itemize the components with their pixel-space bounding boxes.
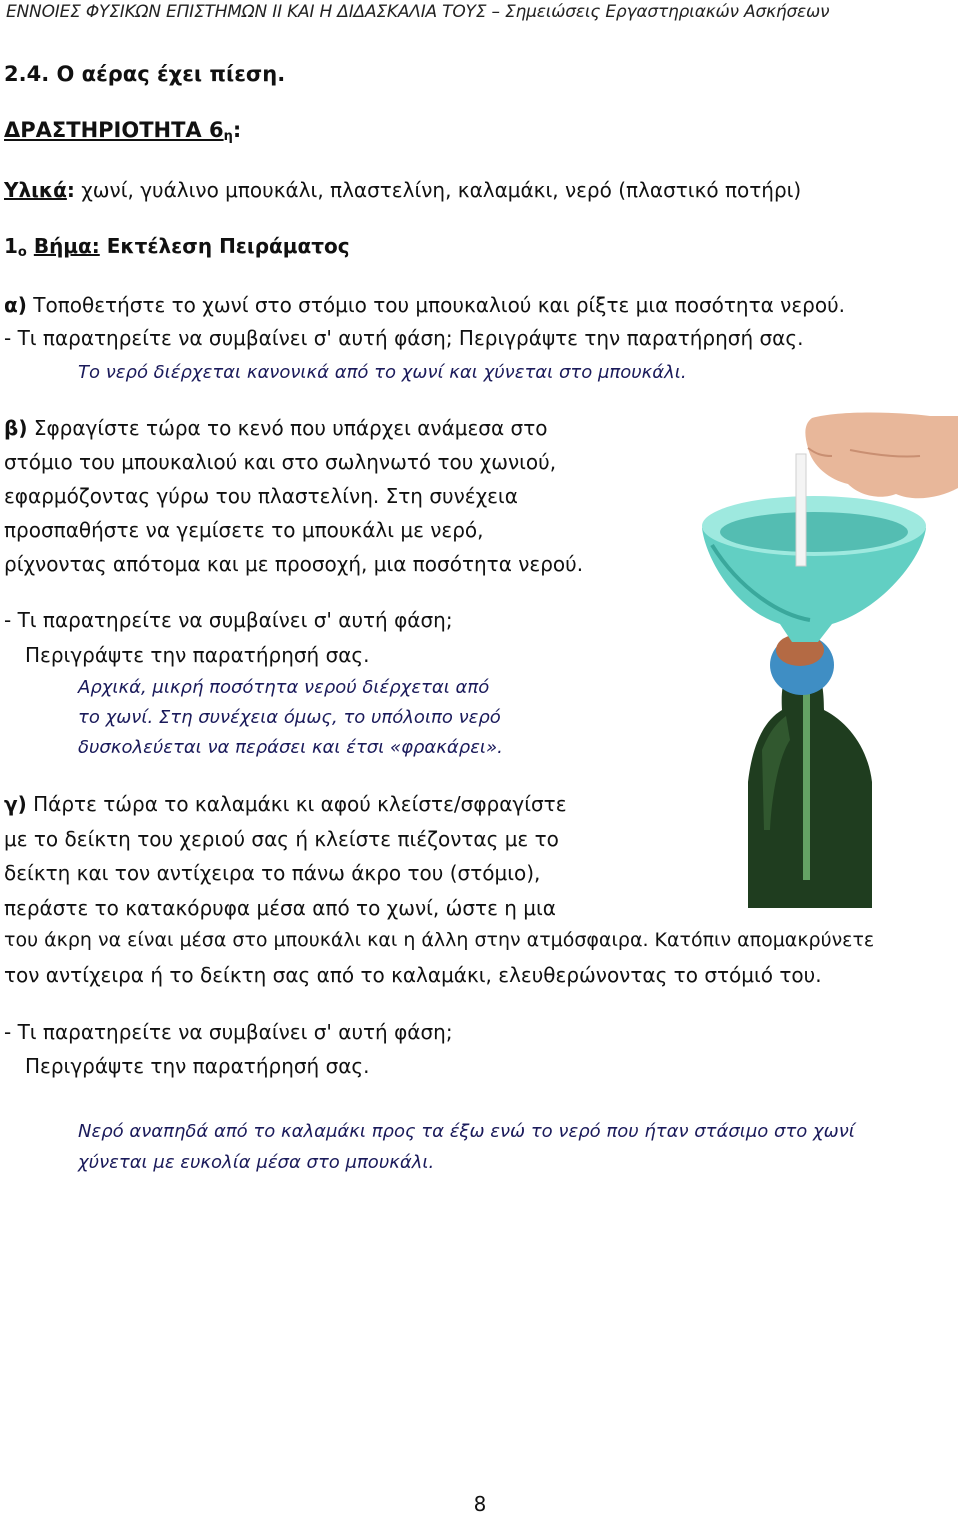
page-header: ΕΝΝΟΙΕΣ ΦΥΣΙΚΩΝ ΕΠΙΣΤΗΜΩΝ ΙΙ ΚΑΙ Η ΔΙΔΑΣΚΑΛΙΑ ΤΟΥΣ – Σημειώσεις Εργαστηριακών Ασκήσεων [6, 2, 830, 22]
part-c-answer-1: Νερό αναπηδά από το καλαμάκι προς τα έξω ενώ το νερό που ήταν στάσιμο στο χωνί [78, 1121, 855, 1142]
part-b-answer-3: δυσκολεύεται να περάσει και έτσι «φρακάρει». [78, 737, 503, 758]
activity-heading: ΔΡΑΣΤΗΡΙΟΤΗΤΑ $6_\eta$: [4, 118, 242, 144]
part-b-question-1: - Τι παρατηρείτε να συμβαίνει σ' αυτή φάση; [4, 608, 453, 632]
part-c-question-1: - Τι παρατηρείτε να συμβαίνει σ' αυτή φάση; [4, 1020, 453, 1044]
part-c-line-4: περάστε το κατακόρυφα μέσα από το χωνί, ώστε η μια [4, 896, 556, 920]
part-c-answer-2: χύνεται με ευκολία μέσα στο μπουκάλι. [78, 1152, 435, 1173]
materials-label: Υλικά [4, 178, 67, 202]
part-c-line-5: του άκρη να είναι μέσα στο μπουκάλι και η άλλη στην ατμόσφαιρα. Κατόπιν απομακρύνετε [4, 929, 875, 951]
activity-label: ΔΡΑΣΤΗΡΙΟΤΗΤΑ $6_\eta$ [4, 118, 233, 144]
part-a-instruction: α) Τοποθετήστε το χωνί στο στόμιο του μπουκαλιού και ρίξτε μια ποσότητα νερού. [4, 293, 846, 317]
part-a-question: - Τι παρατηρείτε να συμβαίνει σ' αυτή φάση; Περιγράψτε την παρατήρησή σας. [4, 326, 804, 350]
part-b-line-5: ρίχνοντας απότομα και με προσοχή, μια ποσότητα νερού. [4, 552, 584, 576]
part-b-question-2: Περιγράψτε την παρατήρησή σας. [25, 643, 370, 667]
part-b-answer-2: το χωνί. Στη συνέχεια όμως, το υπόλοιπο νερό [78, 707, 501, 728]
step-heading: $1_o$ Βήμα: Εκτέλεση Πειράματος [4, 234, 350, 260]
page-number: 8 [473, 1492, 487, 1516]
part-c-line-6: τον αντίχειρα ή το δείκτη σας από το καλαμάκι, ελευθερώνοντας το στόμιό του. [4, 963, 822, 987]
materials-line: Υλικά: χωνί, γυάλινο μπουκάλι, πλαστελίνη, καλαμάκι, νερό (πλαστικό ποτήρι) [4, 178, 802, 202]
part-b-line-2: στόμιο του μπουκαλιού και στο σωληνωτό του χωνιού, [4, 450, 557, 474]
funnel-bottle-photo [700, 410, 958, 910]
step-label: Βήμα: [33, 234, 100, 258]
part-b-line-4: προσπαθήστε να γεμίσετε το μπουκάλι με νερό, [4, 518, 484, 542]
part-c-line-1: γ) Πάρτε τώρα το καλαμάκι κι αφού κλείστε/σφραγίστε [4, 792, 567, 816]
part-c-line-3: δείκτη και τον αντίχειρα το πάνω άκρο του (στόμιο), [4, 861, 541, 885]
part-a-answer: Το νερό διέρχεται κανονικά από το χωνί και χύνεται στο μπουκάλι. [78, 362, 687, 383]
section-title: 2.4. Ο αέρας έχει πίεση. [4, 62, 286, 86]
materials-text: χωνί, γυάλινο μπουκάλι, πλαστελίνη, καλαμάκι, νερό (πλαστικό ποτήρι) [74, 178, 802, 202]
part-b-line-3: εφαρμόζοντας γύρω του πλαστελίνη. Στη συνέχεια [4, 484, 518, 508]
part-c-line-2: με το δείκτη του χεριού σας ή κλείστε πιέζοντας με το [4, 827, 559, 851]
part-c-question-2: Περιγράψτε την παρατήρησή σας. [25, 1054, 370, 1078]
part-b-line-1: β) Σφραγίστε τώρα το κενό που υπάρχει ανάμεσα στο [4, 416, 548, 440]
part-b-answer-1: Αρχικά, μικρή ποσότητα νερού διέρχεται από [78, 677, 490, 698]
straw-illustration [796, 454, 806, 566]
